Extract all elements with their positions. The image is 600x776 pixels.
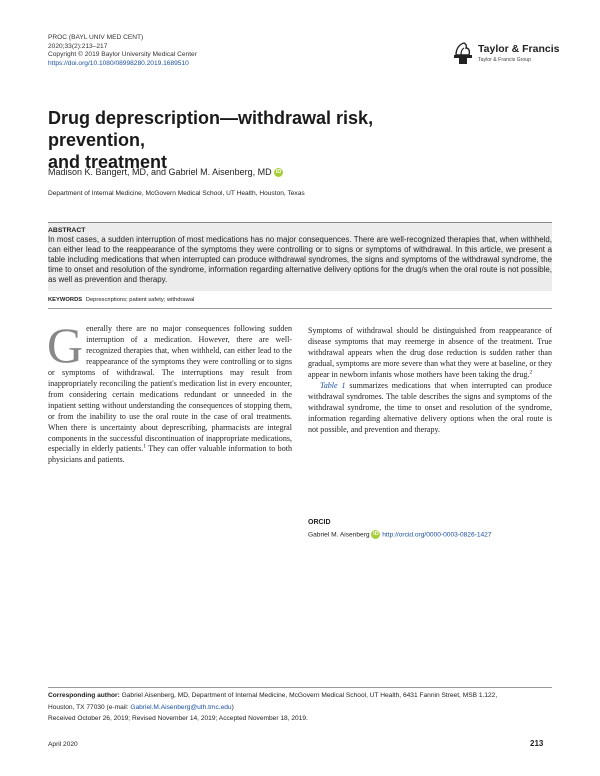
footer-date: April 2020 — [48, 741, 78, 748]
orcid-entry — [308, 530, 552, 539]
doi-link[interactable]: https://doi.org/10.1080/08998280.2019.1689510 — [48, 59, 189, 67]
reference-2[interactable]: 2 — [529, 369, 533, 376]
drop-cap: G — [47, 317, 84, 373]
section-divider — [48, 308, 552, 309]
reference-1[interactable]: 1 — [143, 443, 146, 450]
paragraph-table — [308, 381, 552, 436]
table-summary-text: summarizes medications that when interrupted can produce withdrawal syndromes. The table describes the signs and symptoms of the withdrawal syndrome, the time to onset and resolution of the syndrome, information regarding alternative delivery options when the oral route is not possible, and prevention and therapy. — [308, 380, 552, 434]
keywords — [48, 297, 194, 303]
paragraph-withdrawal — [308, 326, 552, 381]
journal-volume: 2020;33(2):213–217 — [48, 42, 108, 50]
abstract-box — [48, 222, 552, 291]
abstract-text: In most cases, a sudden interruption of most medications has no major consequences. There are well-recognized therapies that, when withheld, can either lead to the reappearance of the symptoms they were controlling or to signs or symptoms of withdrawal. In this article, we present a table including medications that when interrupted can produce withdrawal syndromes, the signs and symptoms of the withdrawal syndrome, the time to onset and resolution of the syndrome, information regarding alternative delivery options for the drug/s when the oral route is not possible, as well as prevention and therapy. — [48, 235, 552, 284]
intro-text-end: They can offer valuable information to both physicians and patients. — [48, 444, 292, 465]
title-line-1: Drug deprescription—withdrawal risk, prevention, — [48, 108, 374, 150]
journal-name: PROC (BAYL UNIV MED CENT) — [48, 34, 144, 41]
taylor-francis-logo-icon — [452, 40, 474, 66]
title-line-2: and treatment — [48, 152, 168, 172]
affiliation: Department of Internal Medicine, McGovern Medical School, UT Health, Houston, Texas — [48, 190, 305, 197]
journal-meta — [48, 34, 348, 68]
publisher-logo — [452, 40, 562, 68]
withdrawal-text: Symptoms of withdrawal should be distinguished from reappearance of disease symptoms that may reemerge in absence of the treatment. True withdrawal appears when the drug dose reduction is sudden rather than gradual, symptoms are more severe than what they were at baseline, or they appear in newborn infants whose mothers have been taking the drug. — [308, 326, 552, 379]
publisher-name: Taylor & Francis — [478, 43, 560, 55]
orcid-section — [308, 519, 552, 539]
orcid-heading: ORCID — [308, 519, 331, 526]
article-title — [48, 107, 468, 173]
corresponding-author — [48, 690, 552, 702]
authors-text: Madison K. Bangert, MD, and Gabriel M. Aisenberg, MD — [48, 167, 272, 177]
footnote-divider — [48, 687, 552, 688]
page-number: 213 — [530, 739, 544, 748]
corresponding-line-1: Gabriel Aisenberg, MD, Department of Internal Medicine, McGovern Medical School, UT Health, 6431 Fannin Street, MSB 1.122, — [119, 692, 498, 699]
corresponding-label: Corresponding author: — [48, 692, 120, 699]
email-link[interactable]: Gabriel.M.Aisenberg@uth.tmc.edu — [130, 703, 232, 711]
orcid-name: Gabriel M. Aisenberg — [308, 531, 370, 539]
table-1-link[interactable]: Table 1 — [320, 380, 346, 390]
orcid-url[interactable]: http://orcid.org/0000-0003-0826-1427 — [382, 531, 492, 539]
address-text: Houston, TX 77030 (e-mail: — [48, 703, 131, 711]
received-dates: Received October 26, 2019; Revised November 14, 2019; Accepted November 18, 2019. — [48, 715, 308, 722]
abstract-heading: ABSTRACT — [48, 227, 86, 234]
footnotes — [48, 690, 552, 725]
orcid-icon[interactable]: iD — [275, 169, 282, 176]
body-column-right — [308, 326, 552, 436]
corresponding-line-2 — [48, 702, 552, 714]
keywords-text: Deprescriptions; patient safety; withdrawal — [85, 297, 195, 303]
body-column-left — [47, 317, 292, 466]
publisher-group: Taylor & Francis Group — [478, 57, 532, 63]
keywords-label: KEYWORDS — [48, 297, 83, 303]
intro-text: enerally there are no major consequences following sudden interruption of a medication. However, there are well-recognized therapies that, when withheld, can either lead to the reappearance of the symptoms they were controlling or to signs or symptoms of withdrawal. The interruptions may result from inappropriately reconciling the patient's medication list in every encounter, from considering certain medications redundant or unneeded in the inpatient setting without understanding the consequences of stopping them, or from the inability to use the oral route in the case of oral treatments. When there is uncertainty about deprescribing, pharmacists are integral components in the successful discontinuation of inappropriate medications, especially in elderly patients. — [48, 324, 292, 454]
author-list — [48, 167, 283, 177]
intro-paragraph — [47, 317, 292, 466]
address-close: ) — [231, 703, 234, 711]
orcid-entry-icon[interactable]: iD — [373, 531, 379, 537]
copyright-line: Copyright © 2019 Baylor University Medical Center — [48, 51, 197, 59]
